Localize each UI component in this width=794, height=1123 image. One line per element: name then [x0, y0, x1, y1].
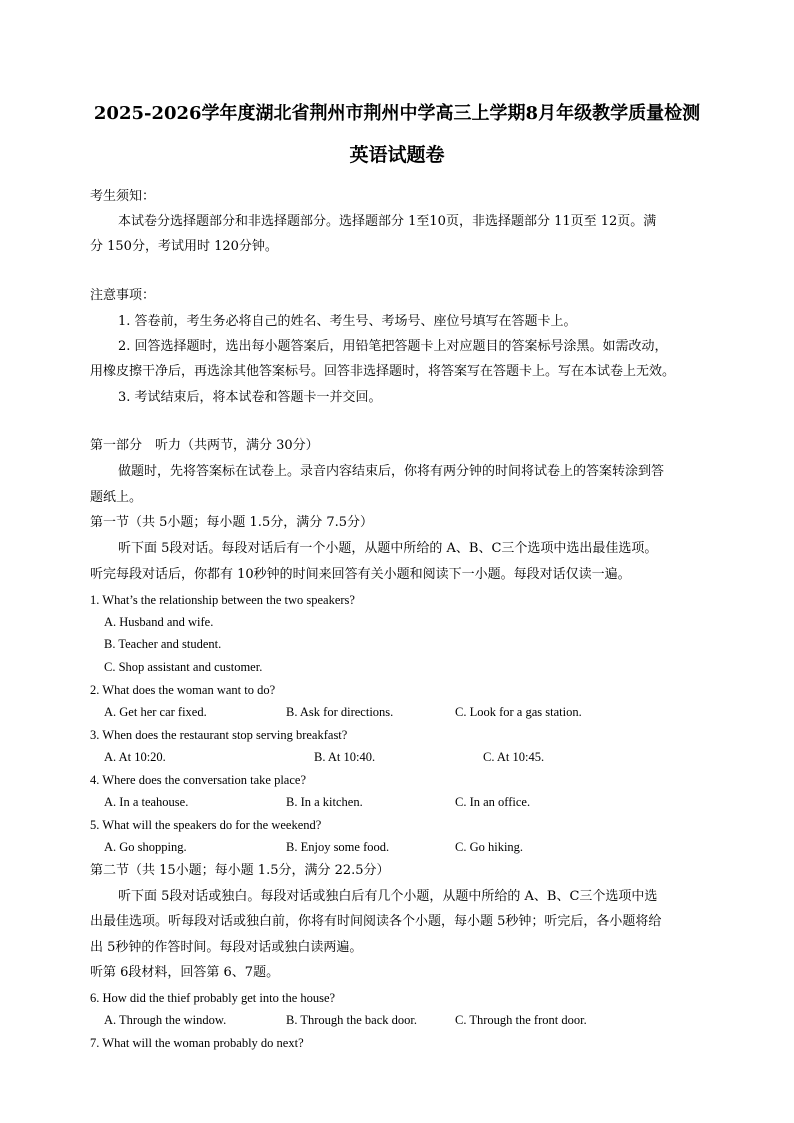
attention-heading: 注意事项：	[90, 288, 156, 303]
answer-option: A. Get her car fixed.	[104, 705, 207, 719]
answer-option: C. In an office.	[455, 795, 531, 809]
section-intro: 听完每段对话后，你都有 10秒钟的时间来回答有关小题和阅读下一小题。每段对话仅读一遍。	[90, 567, 631, 582]
attention-item: 3. 考试结束后，将本试卷和答题卡一并交回。	[118, 390, 382, 405]
answer-option: C. Shop assistant and customer.	[104, 660, 263, 674]
question-text: 6. How did the thief probably get into the house?	[90, 991, 336, 1005]
question-text: 2. What does the woman want to do?	[90, 683, 276, 697]
section-intro: 出 5秒钟的作答时间。每段对话或独白读两遍。	[90, 940, 363, 955]
answer-option: C. Look for a gas station.	[455, 705, 582, 719]
section-heading: 第一节（共 5小题；每小题 1.5分，满分 7.5分）	[90, 515, 374, 530]
answer-option: B. Ask for directions.	[286, 705, 394, 719]
section-intro: 听下面 5段对话或独白。每段对话或独白后有几个小题，从题中所给的 A、B、C三个选项中选	[118, 889, 658, 904]
answer-option: B. In a kitchen.	[286, 795, 363, 809]
section-heading: 第二节（共 15小题；每小题 1.5分，满分 22.5分）	[90, 863, 390, 878]
answer-option: A. Through the window.	[104, 1013, 227, 1027]
answer-option: A. Husband and wife.	[104, 615, 214, 629]
answer-option: A. In a teahouse.	[104, 795, 189, 809]
part-heading: 第一部分 听力（共两节，满分 30分）	[90, 438, 319, 453]
section-intro: 出最佳选项。听每段对话或独白前，你将有时间阅读各个小题，每小题 5秒钟；听完后，各小题将给	[90, 914, 662, 929]
part-intro: 做题时，先将答案标在试卷上。录音内容结束后，你将有两分钟的时间将试卷上的答案转涂到答	[118, 464, 665, 479]
answer-option: C. At 10:45.	[483, 750, 545, 764]
answer-option: A. At 10:20.	[104, 750, 166, 764]
question-text: 4. Where does the conversation take place?	[90, 773, 306, 787]
answer-option: A. Go shopping.	[104, 840, 187, 854]
material-note: 听第 6段材料，回答第 6、7题。	[90, 965, 280, 980]
question-text: 5. What will the speakers do for the weekend?	[90, 818, 322, 832]
question-text: 7. What will the woman probably do next?	[90, 1036, 304, 1050]
notice-heading: 考生须知：	[90, 189, 156, 204]
notice-line: 本试卷分选择题部分和非选择题部分。选择题部分 1至10页，非选择题部分 11页至 12页。满	[118, 214, 657, 229]
exam-subtitle: 英语试题卷	[349, 144, 445, 166]
section-intro: 听下面 5段对话。每段对话后有一个小题，从题中所给的 A、B、C三个选项中选出最佳选项。	[118, 541, 658, 556]
part-intro: 题纸上。	[90, 490, 143, 505]
answer-option: C. Through the front door.	[455, 1013, 587, 1027]
answer-option: B. At 10:40.	[314, 750, 376, 764]
answer-option: B. Enjoy some food.	[286, 840, 390, 854]
question-text: 3. When does the restaurant stop serving breakfast?	[90, 728, 348, 742]
notice-line: 分 150分，考试用时 120分钟。	[90, 239, 278, 254]
attention-item: 2. 回答选择题时，选出每小题答案后，用铅笔把答题卡上对应题目的答案标号涂黑。如需改动，	[118, 339, 668, 354]
answer-option: B. Through the back door.	[286, 1013, 417, 1027]
answer-option: B. Teacher and student.	[104, 637, 222, 651]
answer-option: C. Go hiking.	[455, 840, 524, 854]
attention-item: 用橡皮擦干净后，再选涂其他答案标号。回答非选择题时，将答案写在答题卡上。写在本试卷上无效。	[90, 364, 676, 379]
attention-item: 1. 答卷前，考生务必将自己的姓名、考生号、考场号、座位号填写在答题卡上。	[118, 314, 577, 329]
exam-title: 2025-2026学年度湖北省荆州市荆州中学高三上学期8月年级教学质量检测	[93, 103, 701, 124]
question-text: 1. What’s the relationship between the two speakers?	[90, 593, 355, 607]
